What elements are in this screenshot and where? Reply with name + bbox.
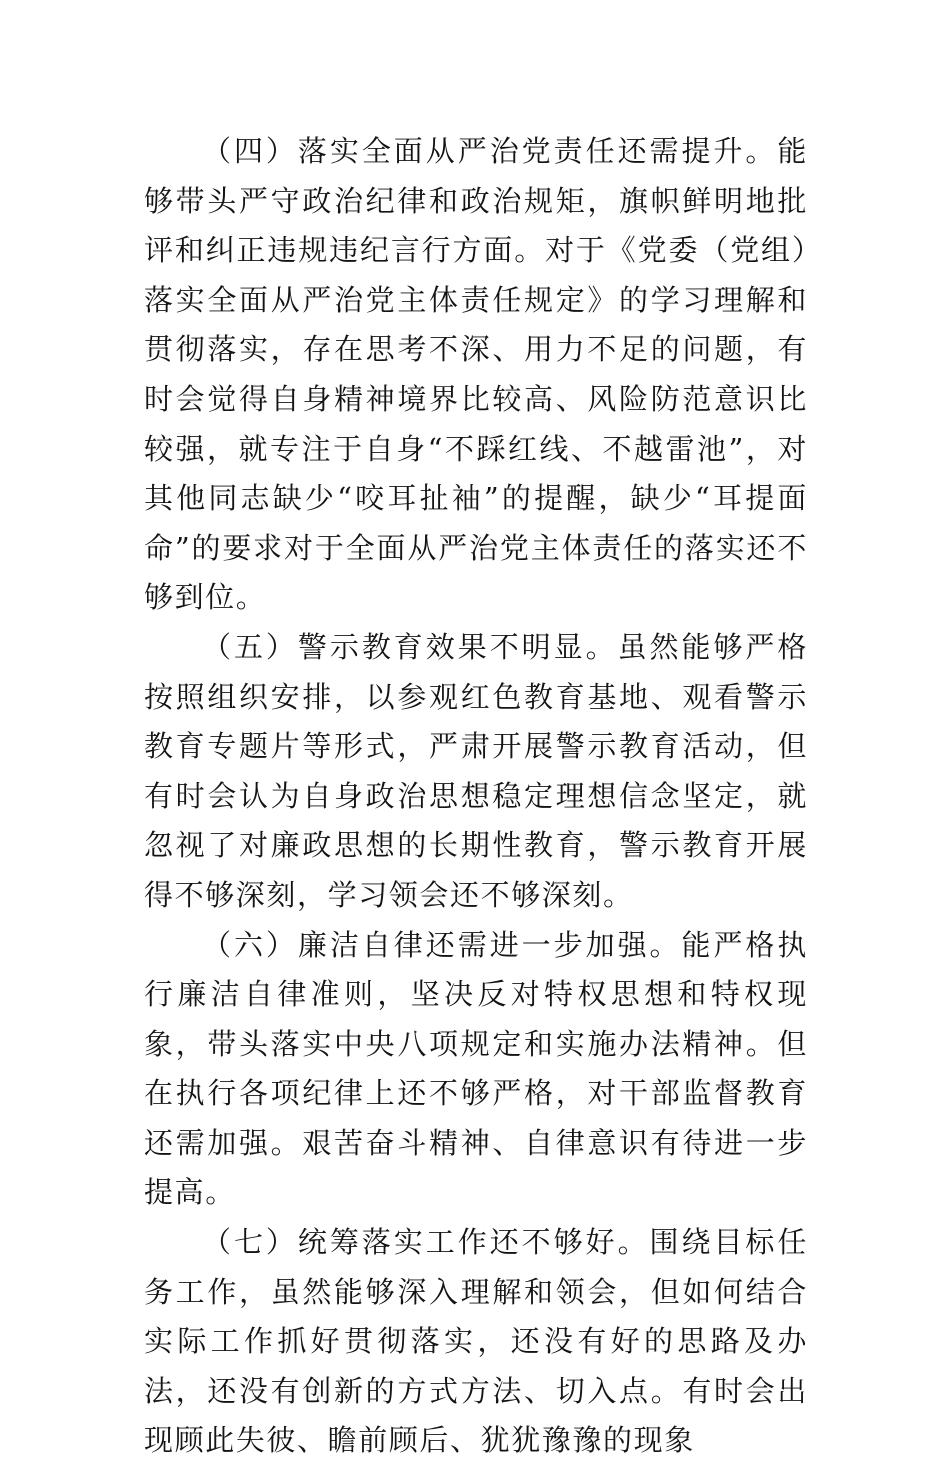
paragraph-6: （六）廉洁自律还需进一步加强。能严格执行廉洁自律准则，坚决反对特权思想和特权现象，带头落实中央八项规定和实施办法精神。但在执行各项纪律上还不够严格，对干部监督教育还需加强。艰苦奋斗精神、自律意识有待进一步提高。 [144,927,808,1210]
paragraph-5: （五）警示教育效果不明显。虽然能够严格按照组织安排，以参观红色教育基地、观看警示教育专题片等形式，严肃开展警示教育活动，但有时会认为自身政治思想稳定理想信念坚定，就忽视了对廉政思想的长期性教育，警示教育开展得不够深刻，学习领会还不够深刻。 [144,629,808,912]
paragraph-4: （四）落实全面从严治党责任还需提升。能够带头严守政治纪律和政治规矩，旗帜鲜明地批评和纠正违规违纪言行方面。对于《党委（党组）落实全面从严治党主体责任规定》的学习理解和贯彻落实，存在思考不深、用力不足的问题，有时会觉得自身精神境界比较高、风险防范意识比较强，就专注于自身“不踩红线、不越雷池”，对其他同志缺少“咬耳扯袖”的提醒，缺少“耳提面命”的要求对于全面从严治党主体责任的落实还不够到位。 [144,134,808,615]
paragraph-7: （七）统筹落实工作还不够好。围绕目标任务工作，虽然能够深入理解和领会，但如何结合实际工作抓好贯彻落实，还没有好的思路及办法，还没有创新的方式方法、切入点。有时会出现顾此失彼、瞻前顾后、犹犹豫豫的现象 [144,1225,808,1458]
document-body [144,127,808,1466]
